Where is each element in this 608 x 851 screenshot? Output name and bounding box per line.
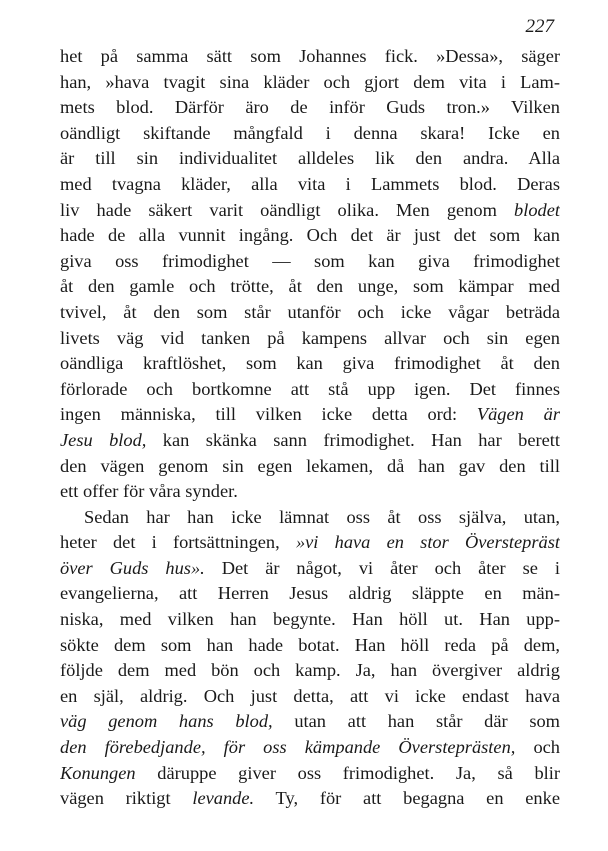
text-line: [60, 95, 560, 121]
text-segment: däruppe giver oss frimodighet. Ja, så blir: [135, 762, 560, 783]
text-line: [60, 351, 560, 377]
italic-text: blodet: [514, 199, 560, 220]
text-line: [60, 146, 560, 172]
text-segment: den vägen genom sin egen lekamen, då han gav den till: [60, 455, 560, 476]
italic-text: Vägen är: [476, 404, 560, 425]
text-segment: åt den gamle och trötte, åt den unge, som kämpar med: [60, 276, 560, 297]
text-segment: hade de alla vunnit ingång. Och det är just det som kan: [60, 225, 560, 246]
text-line: [60, 121, 560, 147]
text-segment: sökte dem som han hade botat. Han höll reda på dem,: [60, 634, 560, 655]
text-line: [60, 735, 560, 761]
italic-text: över Guds hus».: [60, 557, 205, 578]
text-line: [60, 633, 560, 659]
text-segment: het på samma sätt som Johannes fick. »Dessa», säger: [60, 46, 560, 66]
text-segment: utan att han står där som: [272, 711, 560, 732]
text-line: [60, 274, 560, 300]
text-line: [60, 249, 560, 275]
text-segment: med tvagna kläder, alla vita i Lammets blod. Deras: [60, 173, 560, 194]
text-line: [60, 223, 560, 249]
text-segment: tvivel, åt den som står utanför och icke vågar beträda: [60, 301, 560, 322]
text-line: [60, 658, 560, 684]
text-line: [60, 198, 560, 224]
text-segment: vägen riktigt: [60, 788, 193, 809]
text-line: [60, 786, 560, 812]
text-segment: förlorade och bortkomne att stå upp igen. Det finnes: [60, 378, 560, 399]
text-segment: livets väg vid tanken på kampens allvar och sin egen: [60, 327, 560, 348]
text-segment: ett offer för våra synder.: [60, 481, 238, 502]
text-line: [60, 70, 560, 96]
text-line: [60, 581, 560, 607]
text-segment: Det är något, vi åter och åter se i: [204, 557, 560, 578]
italic-text: den förebedjande, för oss kämpande Översteprästen,: [60, 737, 516, 758]
italic-text: levande.: [192, 788, 255, 809]
text-segment: oändligt skiftande mångfald i denna skara! Icke en: [60, 122, 560, 143]
text-segment: ingen människa, till vilken icke detta ord:: [60, 404, 477, 425]
text-line: [60, 44, 560, 70]
text-segment: niska, med vilken han begynte. Han höll ut. Han upp-: [60, 609, 560, 630]
italic-text: väg genom hans blod,: [60, 711, 273, 732]
page-number: 227: [525, 16, 554, 37]
text-segment: är till sin individualitet alldeles lik den andra. Alla: [60, 148, 560, 169]
italic-text: »vi hava en stor Överstepräst: [295, 532, 560, 553]
text-line: [60, 326, 560, 352]
text-segment: heter det i fortsättningen,: [60, 532, 296, 553]
text-line: [60, 761, 560, 787]
text-line: [60, 172, 560, 198]
text-segment: han, »hava tvagit sina kläder och gjort dem vita i Lam-: [60, 71, 560, 92]
text-segment: en själ, aldrig. Och just detta, att vi icke endast hava: [60, 685, 560, 706]
text-segment: kan skänka sann frimodighet. Han har berett: [146, 429, 560, 450]
text-line: [60, 556, 560, 582]
text-line: [60, 505, 560, 531]
text-segment: oändliga kraftlöshet, som kan giva frimodighet åt den: [60, 353, 560, 374]
text-segment: Ty, för att begagna en enke: [254, 788, 560, 809]
text-segment: evangelierna, att Herren Jesus aldrig släppte en män-: [60, 583, 560, 604]
text-line: [60, 709, 560, 735]
text-segment: och: [515, 737, 560, 758]
text-line: [60, 607, 560, 633]
text-segment: mets blod. Därför äro de inför Guds tron.» Vilken: [60, 97, 560, 118]
text-segment: Sedan har han icke lämnat oss åt oss själva, utan,: [84, 506, 560, 527]
text-line: [60, 684, 560, 710]
text-line: [60, 479, 560, 505]
italic-text: Jesu blod,: [60, 429, 147, 450]
text-line: [60, 530, 560, 556]
text-line: [60, 402, 560, 428]
italic-text: Konungen: [60, 762, 136, 783]
text-line: [60, 300, 560, 326]
text-segment: liv hade säkert varit oändligt olika. Men genom: [60, 199, 515, 220]
text-line: [60, 428, 560, 454]
body-text: [60, 44, 560, 812]
text-segment: giva oss frimodighet — som kan giva frimodighet: [60, 250, 560, 271]
text-line: [60, 377, 560, 403]
text-line: [60, 454, 560, 480]
text-segment: följde dem med bön och kamp. Ja, han övergiver aldrig: [60, 660, 560, 681]
